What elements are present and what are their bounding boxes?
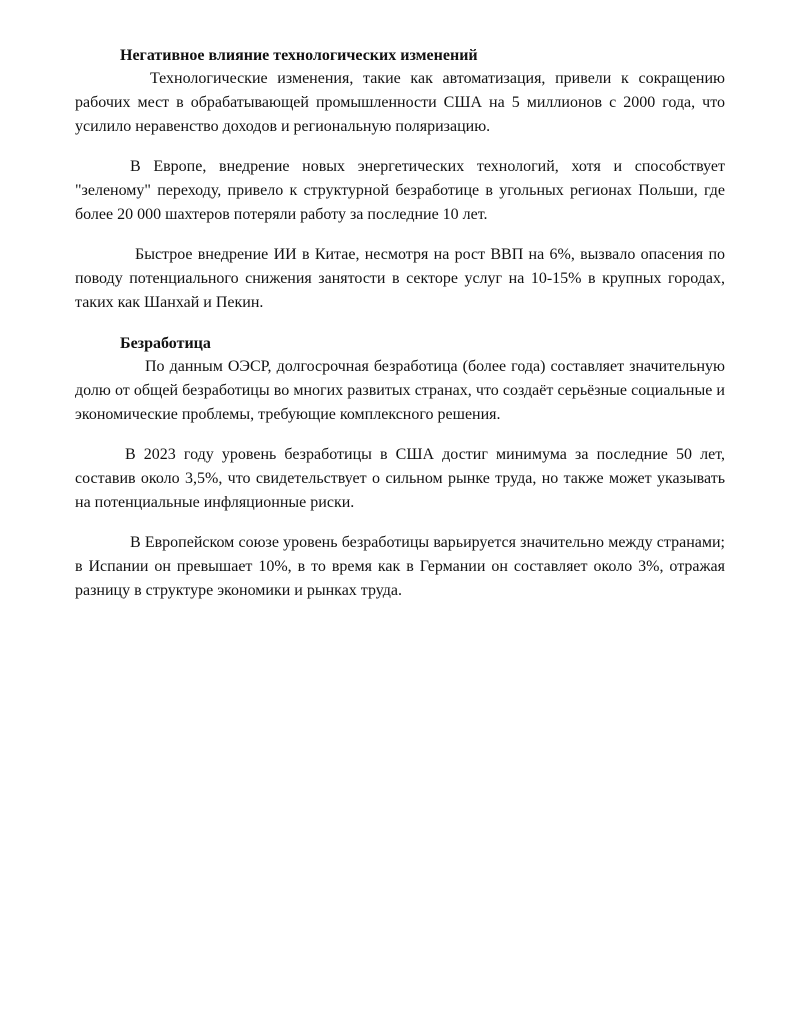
section-heading-unemployment: Безработица bbox=[120, 335, 211, 352]
paragraph-spacer bbox=[75, 227, 725, 243]
paragraph-usa-2023: В 2023 году уровень безработицы в США достиг минимума за последние 50 лет, составив около 3,5%, что свидетельствует о сильном рынке труда, но также может указывать на потенциальные инфляционные риски. bbox=[75, 446, 725, 511]
document-page bbox=[75, 45, 725, 603]
paragraph-spacer bbox=[75, 139, 725, 155]
paragraph-china-ai: Быстрое внедрение ИИ в Китае, несмотря на рост ВВП на 6%, вызвало опасения по поводу потенциального снижения занятости в секторе услуг на 10-15% в крупных городах, таких как Шанхай и Пекин. bbox=[75, 246, 725, 311]
paragraph-europe-energy: В Европе, внедрение новых энергетических технологий, хотя и способствует "зеленому" переходу, привело к структурной безработице в угольных регионах Польши, где более 20 000 шахтеров потеряли работу за последние 10 лет. bbox=[75, 158, 725, 223]
paragraph-spacer bbox=[75, 515, 725, 531]
paragraph-eu-unemployment: В Европейском союзе уровень безработицы варьируется значительно между странами; в Испании он превышает 10%, в то время как в Германии он составляет около 3%, отражая разницу в структуре экономики и рынках труда. bbox=[75, 534, 725, 599]
paragraph-spacer bbox=[75, 427, 725, 443]
paragraph-oecd: По данным ОЭСР, долгосрочная безработица (более года) составляет значительную долю от общей безработицы во многих развитых странах, что создаёт серьёзные социальные и экономические проблемы, требующие комплексного решения. bbox=[75, 358, 725, 423]
paragraph-automation-usa: Технологические изменения, такие как автоматизация, привели к сокращению рабочих мест в обрабатывающей промышленности США на 5 миллионов с 2000 года, что усилило неравенство доходов и региональную поляризацию. bbox=[75, 70, 725, 135]
section-heading-tech-impact: Негативное влияние технологических изменений bbox=[120, 47, 478, 64]
section-spacer bbox=[75, 315, 725, 333]
